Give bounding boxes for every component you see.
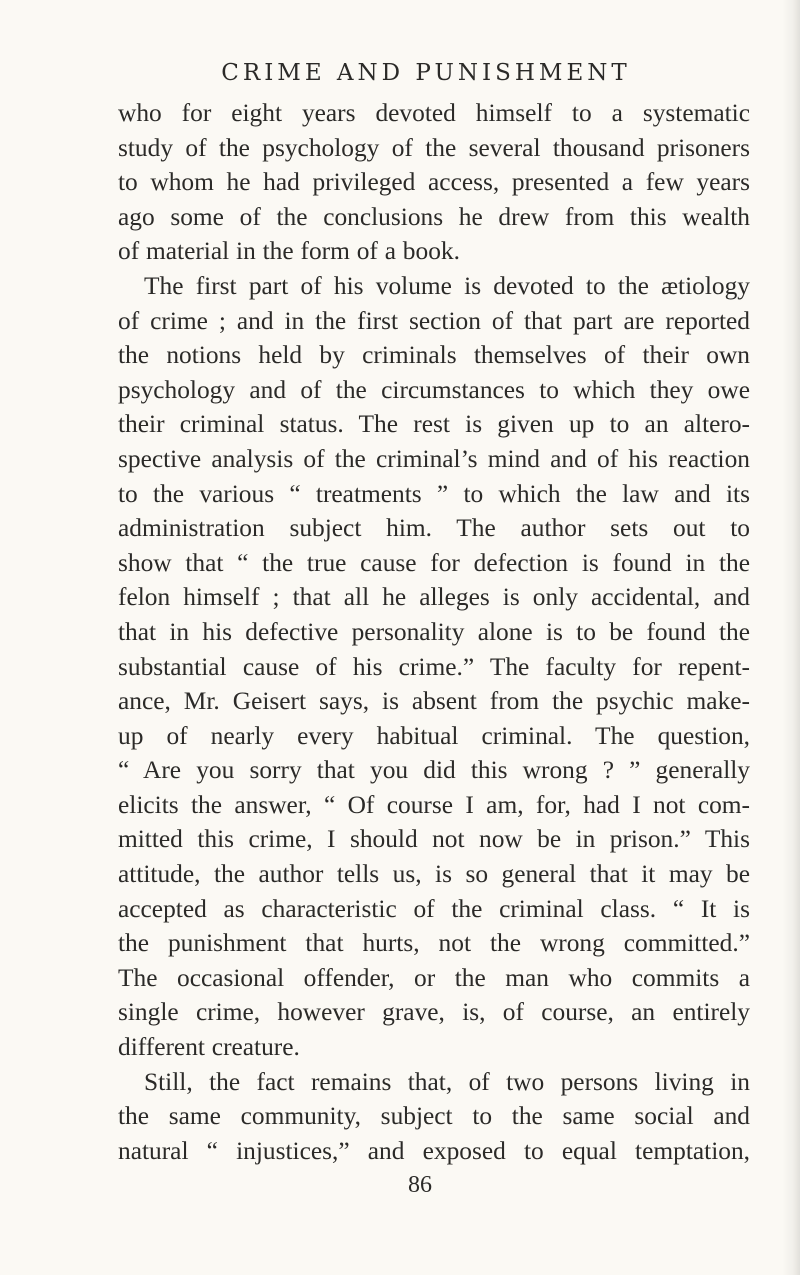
text-line: ance, Mr. Geisert says, is absent from the psychic make- bbox=[118, 687, 750, 716]
text-line: substantial cause of his crime.” The faculty for repent- bbox=[118, 652, 750, 681]
page-edge-shadow bbox=[782, 0, 800, 1275]
book-page bbox=[118, 58, 750, 1200]
text-line: felon himself ; that all he alleges is only accidental, and bbox=[118, 583, 750, 612]
text-line: their criminal status. The rest is given up to an altero- bbox=[118, 410, 750, 439]
text-line: the punishment that hurts, not the wrong committed.” bbox=[118, 929, 750, 958]
text-line: the same community, subject to the same social and bbox=[118, 1102, 750, 1131]
text-line: attitude, the author tells us, is so general that it may be bbox=[118, 860, 750, 889]
text-line: to the various “ treatments ” to which the law and its bbox=[118, 479, 750, 508]
body-text bbox=[118, 96, 750, 1168]
text-line: show that “ the true cause for defection is found in the bbox=[118, 548, 750, 577]
text-line: ago some of the conclusions he drew from this wealth bbox=[118, 202, 750, 231]
running-head: CRIME AND PUNISHMENT bbox=[221, 60, 631, 86]
text-line: study of the psychology of the several thousand prisoners bbox=[118, 133, 750, 162]
text-line: different creature. bbox=[118, 1033, 300, 1062]
text-line: of material in the form of a book. bbox=[118, 237, 460, 266]
text-line: The occasional offender, or the man who commits a bbox=[118, 963, 750, 992]
text-line: spective analysis of the criminal’s mind and of his reaction bbox=[118, 444, 750, 473]
text-line: “ Are you sorry that you did this wrong ? ” generally bbox=[118, 756, 750, 785]
text-line: of crime ; and in the first section of that part are reported bbox=[118, 306, 750, 335]
page-number: 86 bbox=[408, 1172, 432, 1199]
text-line: the notions held by criminals themselves of their own bbox=[118, 341, 750, 370]
text-line: natural “ injustices,” and exposed to equal temptation, bbox=[118, 1136, 750, 1165]
text-line: accepted as characteristic of the criminal class. “ It is bbox=[118, 894, 750, 923]
text-line: psychology and of the circumstances to which they owe bbox=[118, 375, 750, 404]
text-line: that in his defective personality alone is to be found the bbox=[118, 617, 750, 646]
text-line: The first part of his volume is devoted to the ætiology bbox=[144, 271, 750, 300]
text-line: to whom he had privileged access, presented a few years bbox=[118, 168, 750, 197]
text-line: Still, the fact remains that, of two persons living in bbox=[144, 1067, 750, 1096]
text-line: up of nearly every habitual criminal. The question, bbox=[118, 721, 750, 750]
text-line: mitted this crime, I should not now be in prison.” This bbox=[118, 825, 750, 854]
text-line: elicits the answer, “ Of course I am, for, had I not com- bbox=[118, 790, 750, 819]
text-line: single crime, however grave, is, of course, an entirely bbox=[118, 998, 750, 1027]
text-line: who for eight years devoted himself to a systematic bbox=[118, 99, 750, 127]
text-line: administration subject him. The author sets out to bbox=[118, 514, 750, 543]
